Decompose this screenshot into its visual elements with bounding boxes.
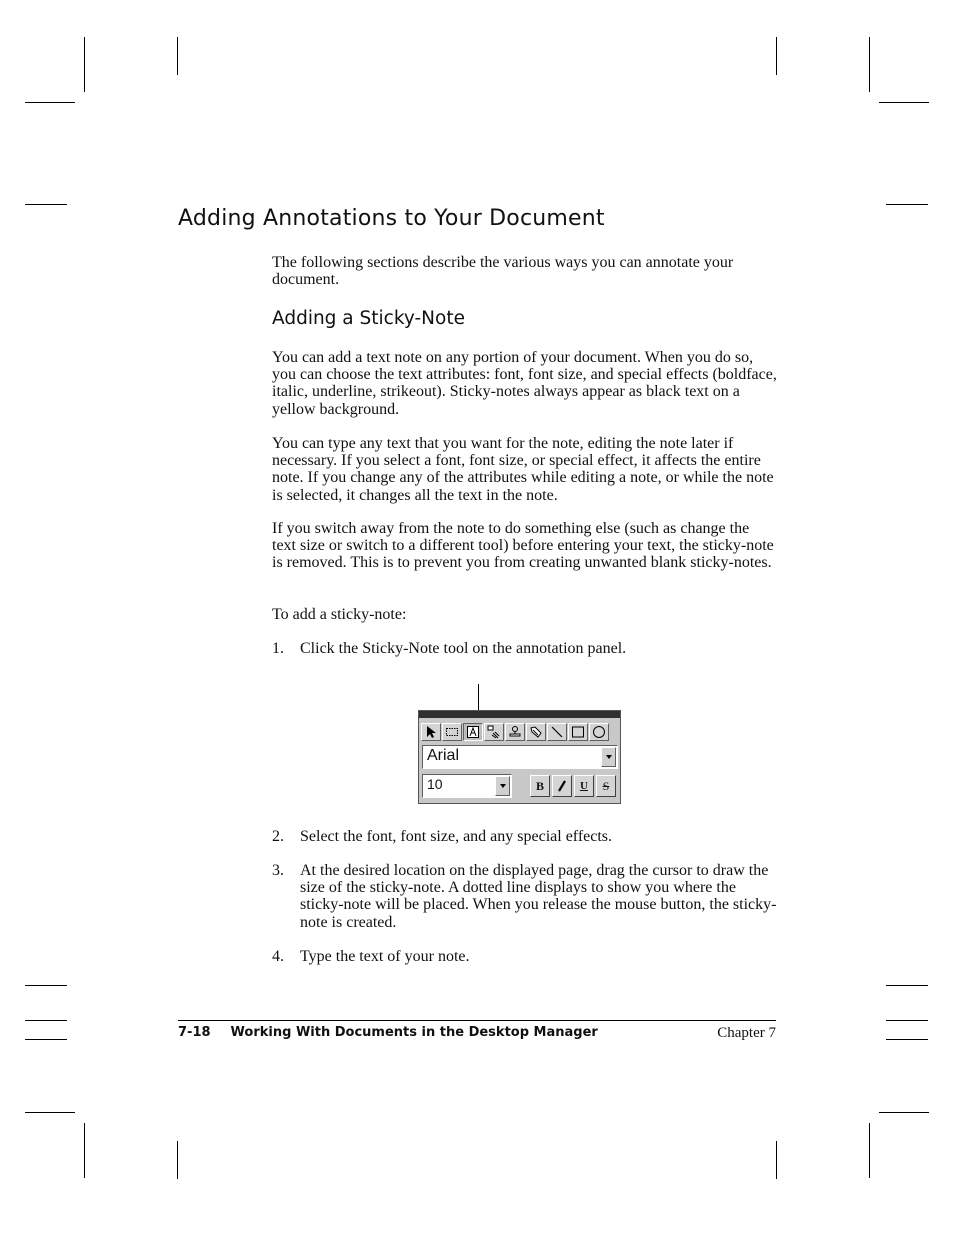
step-3 — [272, 862, 777, 931]
running-title: Working With Documents in the Desktop Manager — [230, 1025, 598, 1040]
step-text: Select the font, font size, and any special effects. — [300, 828, 613, 845]
highlighter-icon — [529, 725, 543, 739]
chevron-down-icon — [500, 784, 506, 788]
hand-icon — [487, 725, 501, 739]
paragraph-3: If you switch away from the note to do something else (such as change the text size or switch to a different tool) before entering your text, the sticky-note is removed. This is to prevent you from creating unwanted blank sticky-notes. — [272, 520, 774, 572]
pointer-tool-button[interactable] — [421, 723, 441, 741]
paragraph-2: You can type any text that you want for the note, editing the note later if necessary. If you select a font, font size, or special effect, it affects the entire note. If you change any of the attributes while editing a note, or while the note is selected, it changes all the text in the note. — [272, 435, 774, 504]
pointer-icon — [424, 725, 438, 739]
font-size-select[interactable] — [422, 774, 512, 798]
underline-icon: U — [580, 780, 588, 792]
line-tool-button[interactable] — [547, 723, 567, 741]
tool-row — [421, 723, 609, 741]
font-select[interactable] — [422, 745, 618, 769]
font-size-value: 10 — [427, 776, 443, 792]
strikeout-icon: S — [602, 778, 610, 793]
annotation-panel — [418, 710, 621, 804]
footer-rule — [178, 1020, 776, 1021]
stamp-icon — [508, 725, 522, 739]
hand-tool-button[interactable] — [484, 723, 504, 741]
font-size-dropdown-button[interactable] — [495, 776, 510, 796]
font-select-value: Arial — [427, 747, 460, 764]
italic-button[interactable] — [552, 775, 572, 797]
stamp-tool-button[interactable] — [505, 723, 525, 741]
footer-left — [178, 1025, 598, 1040]
step-number: 3. — [272, 862, 284, 879]
sticky-note-tool-button[interactable] — [463, 723, 483, 741]
step-4 — [272, 948, 777, 965]
paragraph-1: You can add a text note on any portion of your document. When you do so, you can choose the text attributes: font, font size, and special effects (boldface, italic, underline, strikeout). Sticky-notes always appear as black text on a yellow background. — [272, 349, 777, 418]
rectangle-icon — [571, 725, 585, 739]
font-dropdown-button[interactable] — [601, 747, 616, 767]
chapter-label: Chapter 7 — [717, 1025, 776, 1041]
step-number: 4. — [272, 948, 284, 965]
step-text: Type the text of your note. — [300, 948, 470, 965]
ellipse-icon — [592, 725, 606, 739]
line-icon — [550, 725, 564, 739]
step-number: 1. — [272, 640, 284, 657]
paragraph-4: To add a sticky-note: — [272, 606, 407, 623]
step-text: At the desired location on the displayed page, drag the cursor to draw the size of the sticky-note. A dotted line displays to show you where the sticky-note will be placed. When you release the mouse button, the sticky-note is created. — [300, 862, 777, 931]
sticky-note-icon — [466, 725, 480, 739]
bold-icon: B — [535, 778, 544, 793]
page-title: Adding Annotations to Your Document — [178, 206, 605, 231]
highlighter-tool-button[interactable] — [526, 723, 546, 741]
ellipse-tool-button[interactable] — [589, 723, 609, 741]
panel-titlebar[interactable] — [419, 711, 620, 718]
chevron-down-icon — [606, 755, 612, 759]
step-number: 2. — [272, 828, 284, 845]
marquee-icon — [445, 725, 459, 739]
strikeout-button[interactable] — [596, 775, 616, 797]
underline-button[interactable] — [574, 775, 594, 797]
intro-paragraph: The following sections describe the various ways you can annotate your document. — [272, 254, 734, 289]
step-1 — [272, 640, 777, 657]
bold-button[interactable] — [530, 775, 550, 797]
step-text: Click the Sticky-Note tool on the annotation panel. — [300, 640, 627, 657]
page-number: 7-18 — [178, 1025, 211, 1040]
rectangle-tool-button[interactable] — [568, 723, 588, 741]
section-heading: Adding a Sticky-Note — [272, 308, 465, 329]
select-area-tool-button[interactable] — [442, 723, 462, 741]
italic-icon — [556, 780, 568, 792]
step-2 — [272, 828, 777, 845]
